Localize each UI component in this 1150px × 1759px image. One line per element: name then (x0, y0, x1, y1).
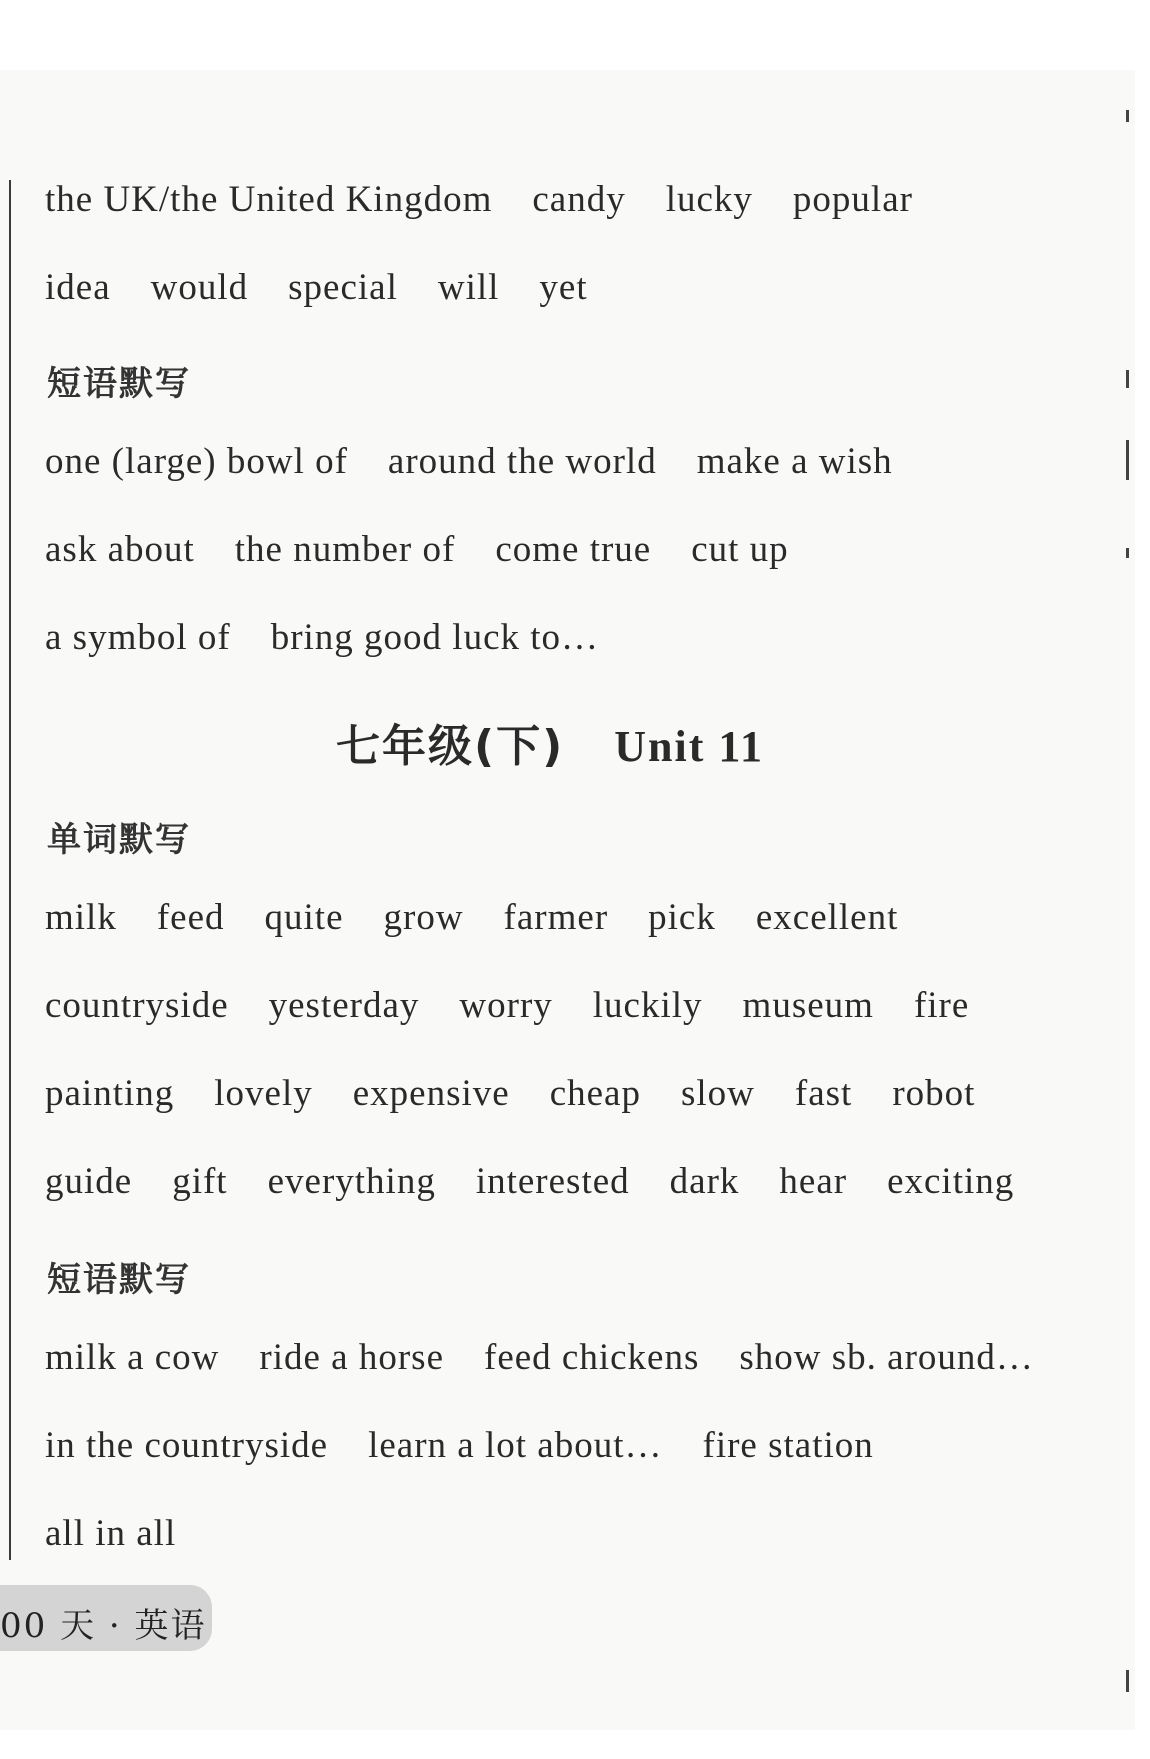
phrase-line (45, 440, 933, 484)
phrase: fire station (702, 1425, 874, 1466)
word: feed (156, 897, 225, 938)
edge-mark (1126, 548, 1129, 558)
unit-label: Unit 11 (614, 722, 764, 771)
phrase: bring good luck to… (270, 617, 600, 658)
word: lovely (214, 1073, 313, 1114)
phrase-dictation-heading: 短语默写 (47, 364, 191, 404)
word: luckily (592, 985, 703, 1026)
footer-label: 00 天 · 英语 (0, 1606, 207, 1646)
word-line (45, 1160, 1054, 1204)
word: lucky (665, 179, 753, 220)
word: everything (267, 1161, 436, 1202)
word: farmer (503, 897, 609, 938)
phrase: make a wish (696, 441, 893, 482)
phrase: cut up (691, 529, 789, 570)
phrase: show sb. around… (739, 1337, 1034, 1378)
word: interested (475, 1161, 630, 1202)
word: painting (45, 1073, 175, 1114)
phrase: around the world (387, 441, 657, 482)
word: yesterday (268, 985, 420, 1026)
word-line (45, 266, 628, 310)
phrase: ride a horse (259, 1337, 444, 1378)
word: fast (794, 1073, 853, 1114)
edge-mark (1126, 440, 1129, 480)
phrase: ask about (45, 529, 195, 570)
phrase-dictation-heading: 短语默写 (47, 1260, 191, 1300)
word: expensive (352, 1073, 510, 1114)
word: countryside (45, 985, 229, 1026)
edge-mark (1126, 1670, 1129, 1692)
word: idea (45, 267, 111, 308)
phrase: feed chickens (484, 1337, 700, 1378)
word: museum (742, 985, 874, 1026)
word: robot (892, 1073, 976, 1114)
unit-title (0, 710, 1100, 774)
word: quite (264, 897, 344, 938)
phrase: all in all (45, 1513, 177, 1554)
phrase: a symbol of (45, 617, 231, 658)
word: the UK/the United Kingdom (45, 179, 493, 220)
word: dark (669, 1161, 740, 1202)
word: milk (45, 897, 117, 938)
word-line (45, 1072, 1015, 1116)
phrase: the number of (234, 529, 456, 570)
word: exciting (887, 1161, 1015, 1202)
word: yet (539, 267, 588, 308)
phrase: one (large) bowl of (45, 441, 348, 482)
phrase: learn a lot about… (368, 1425, 663, 1466)
word: grow (383, 897, 464, 938)
word: will (437, 267, 500, 308)
phrase: milk a cow (45, 1337, 220, 1378)
word-dictation-heading: 单词默写 (47, 820, 191, 860)
phrase: in the countryside (45, 1425, 329, 1466)
edge-mark (1126, 110, 1129, 122)
word: gift (172, 1161, 228, 1202)
phrase-line (45, 528, 829, 572)
word: special (288, 267, 398, 308)
phrase-line (45, 1336, 1074, 1380)
grade-label: 七年级(下) (336, 721, 565, 772)
word: pick (648, 897, 716, 938)
word: popular (792, 179, 913, 220)
left-margin-rule (9, 180, 11, 1560)
word: guide (45, 1161, 133, 1202)
phrase-line (45, 616, 639, 660)
phrase: come true (495, 529, 652, 570)
word: cheap (549, 1073, 641, 1114)
word: worry (459, 985, 553, 1026)
word-line (45, 984, 1009, 1028)
word-line (45, 896, 938, 940)
word: candy (532, 179, 626, 220)
word: slow (680, 1073, 755, 1114)
edge-mark (1126, 370, 1129, 388)
phrase-line (45, 1424, 914, 1468)
word: fire (913, 985, 970, 1026)
word: hear (779, 1161, 848, 1202)
word-line (45, 178, 953, 222)
word: excellent (755, 897, 899, 938)
phrase-line (45, 1512, 216, 1556)
word: would (150, 267, 249, 308)
